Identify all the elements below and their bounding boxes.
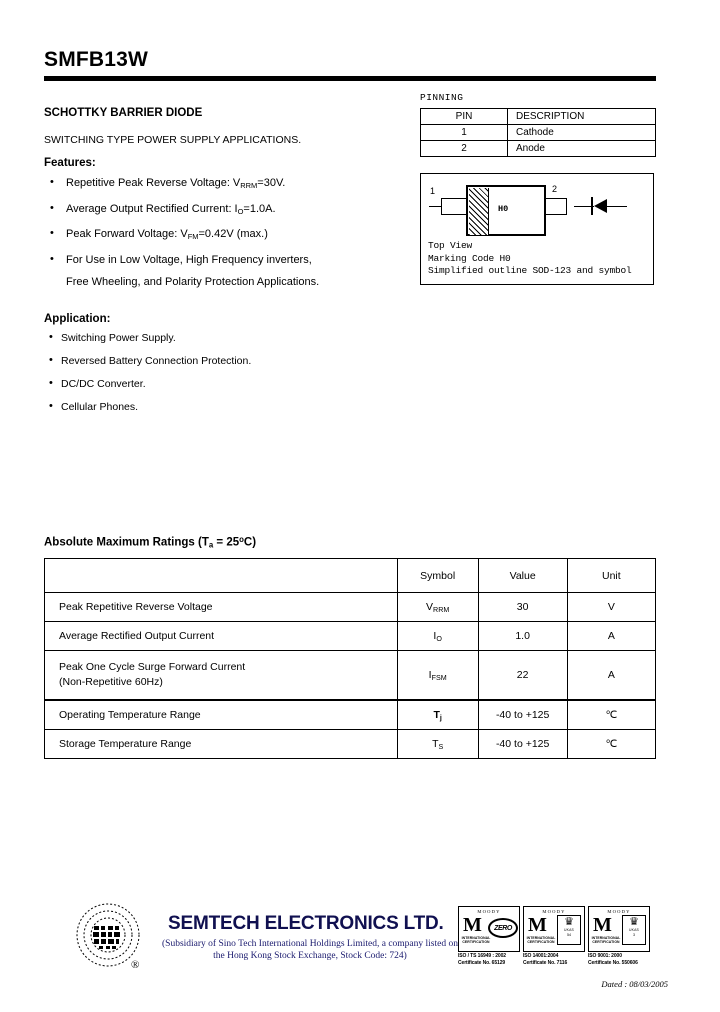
pinning-header-description: DESCRIPTION bbox=[508, 109, 656, 125]
diode-symbol-icon bbox=[594, 199, 607, 213]
table-header-row bbox=[45, 559, 656, 593]
cert-brand-sub: INTERNATIONAL CERTIFICATION bbox=[461, 936, 491, 945]
certification-badge bbox=[458, 906, 520, 966]
table-row bbox=[421, 141, 656, 157]
rating-symbol bbox=[397, 700, 478, 730]
ukas-number: 3 bbox=[633, 933, 635, 937]
feature-item bbox=[48, 176, 408, 193]
rating-unit: A bbox=[567, 622, 655, 651]
feature-subscript: O bbox=[237, 206, 244, 216]
company-name: SEMTECH ELECTRONICS LTD. bbox=[168, 913, 444, 934]
table-header-row bbox=[421, 109, 656, 125]
list-item bbox=[48, 332, 388, 345]
rating-value: -40 to +125 bbox=[478, 700, 567, 730]
ratings-title-prefix: Absolute Maximum Ratings (T bbox=[44, 536, 209, 549]
feature-text: Repetitive Peak Reverse Voltage: V bbox=[66, 177, 241, 189]
table-row bbox=[45, 700, 656, 730]
header-divider bbox=[44, 76, 656, 81]
ratings-title-temp: = 25 bbox=[213, 536, 240, 549]
certification-badge bbox=[523, 906, 585, 966]
table-row bbox=[45, 593, 656, 622]
table-row bbox=[421, 125, 656, 141]
application-text: Switching Power Supply. bbox=[61, 332, 176, 344]
ukas-crown-icon bbox=[622, 915, 646, 945]
table-row bbox=[45, 651, 656, 701]
rating-unit: V bbox=[567, 593, 655, 622]
list-item bbox=[48, 378, 388, 391]
feature-subscript: RRM bbox=[240, 181, 258, 191]
product-subtitle: SWITCHING TYPE POWER SUPPLY APPLICATIONS. bbox=[44, 134, 302, 146]
rating-parameter: Peak Repetitive Reverse Voltage bbox=[45, 593, 398, 622]
feature-suffix: =30V. bbox=[257, 177, 286, 189]
cathode-band-icon bbox=[469, 188, 489, 235]
application-heading: Application: bbox=[44, 313, 111, 325]
diode-symbol-cathode-bar bbox=[591, 197, 593, 215]
cert-caption-line1: ISO / TS 16949 : 2002 bbox=[458, 953, 506, 959]
bullet-icon: • bbox=[49, 377, 53, 389]
bullet-icon: • bbox=[49, 331, 53, 343]
package-lead-left bbox=[441, 198, 467, 215]
bullet-icon: • bbox=[50, 176, 54, 188]
ukas-label: UKAS bbox=[628, 928, 640, 932]
symbol-sub: O bbox=[436, 634, 442, 643]
application-text: DC/DC Converter. bbox=[61, 378, 146, 390]
features-list bbox=[48, 176, 408, 297]
cert-letter-icon: M bbox=[528, 914, 547, 936]
ukas-label: UKAS bbox=[563, 928, 575, 932]
ratings-header-parameter bbox=[45, 559, 398, 593]
feature-text: For Use in Low Voltage, High Frequency inverters, bbox=[66, 253, 312, 266]
rating-symbol bbox=[397, 622, 478, 651]
rating-parameter: Storage Temperature Range bbox=[45, 730, 398, 759]
rating-unit: ℃ bbox=[567, 700, 655, 730]
symbol-sub: RRM bbox=[433, 605, 450, 614]
certification-badge bbox=[588, 906, 650, 966]
table-row bbox=[45, 730, 656, 759]
rating-symbol bbox=[397, 593, 478, 622]
feature-subscript: FM bbox=[187, 232, 199, 242]
rating-value: 1.0 bbox=[478, 622, 567, 651]
symbol-sub: FSM bbox=[431, 673, 447, 682]
package-marking-code: H0 bbox=[498, 204, 509, 214]
rating-parameter-line1: Peak One Cycle Surge Forward Current bbox=[59, 661, 246, 673]
certification-logos bbox=[458, 906, 650, 966]
application-list bbox=[48, 332, 388, 424]
rating-unit: A bbox=[567, 651, 655, 701]
list-item bbox=[48, 401, 388, 414]
rating-symbol bbox=[397, 730, 478, 759]
product-heading: SCHOTTKY BARRIER DIODE bbox=[44, 107, 203, 119]
feature-text: Average Output Rectified Current: I bbox=[66, 202, 238, 215]
degree-icon: o bbox=[239, 535, 244, 544]
ukas-number: 54 bbox=[567, 933, 571, 937]
feature-suffix: =1.0A. bbox=[243, 202, 276, 215]
feature-item bbox=[48, 227, 408, 244]
package-pin1-label: 1 bbox=[430, 186, 436, 196]
ratings-header-symbol: Symbol bbox=[397, 559, 478, 593]
pin-description: Cathode bbox=[508, 125, 656, 141]
symbol-main: V bbox=[426, 600, 434, 613]
pinning-label: PINNING bbox=[420, 92, 464, 103]
pin-number: 2 bbox=[421, 141, 508, 157]
rating-value: 30 bbox=[478, 593, 567, 622]
ratings-header-value: Value bbox=[478, 559, 567, 593]
cert-brand: MOODY bbox=[477, 909, 501, 914]
certification-mark-icon bbox=[588, 906, 650, 952]
package-caption-line1: Top View bbox=[428, 240, 473, 251]
feature-text: Peak Forward Voltage: V bbox=[66, 228, 188, 241]
cert-caption-line2: Certificate No. 65129 bbox=[458, 960, 506, 966]
package-lead-right bbox=[545, 198, 567, 215]
pinning-header-pin: PIN bbox=[421, 109, 508, 125]
package-caption-line3: Simplified outline SOD-123 and symbol bbox=[428, 265, 632, 276]
pin-description: Anode bbox=[508, 141, 656, 157]
page-title: SMFB13W bbox=[44, 48, 149, 71]
cert-caption-line2: Certificate No. 7116 bbox=[523, 960, 568, 966]
feature-item bbox=[48, 202, 408, 219]
feature-continuation: Free Wheeling, and Polarity Protection Applications. bbox=[66, 275, 320, 288]
cert-caption-line1: ISO 9001: 2000 bbox=[588, 953, 622, 959]
rating-parameter-line2: (Non-Repetitive 60Hz) bbox=[59, 676, 163, 688]
rating-parameter: Operating Temperature Range bbox=[45, 700, 398, 730]
features-heading: Features: bbox=[44, 157, 96, 169]
application-text: Reversed Battery Connection Protection. bbox=[61, 355, 252, 367]
certification-mark-icon bbox=[523, 906, 585, 952]
pin-number: 1 bbox=[421, 125, 508, 141]
package-body bbox=[466, 185, 546, 236]
subsidiary-line1: (Subsidiary of Sino Tech International Holdings Limited, a company bbox=[162, 939, 424, 949]
feature-item bbox=[48, 253, 408, 289]
pinning-table bbox=[420, 108, 656, 157]
symbol-sub: S bbox=[438, 742, 444, 751]
rating-value: 22 bbox=[478, 651, 567, 701]
cert-brand: MOODY bbox=[607, 909, 631, 914]
rating-parameter: Average Rectified Output Current bbox=[45, 622, 398, 651]
ratings-title-end: C) bbox=[243, 536, 257, 549]
crown-icon: ♛ bbox=[629, 916, 639, 928]
symbol-main: T bbox=[433, 708, 440, 721]
package-caption bbox=[428, 240, 632, 278]
cert-brand-sub: INTERNATIONAL CERTIFICATION bbox=[526, 936, 556, 945]
package-caption-line2: Marking Code H0 bbox=[428, 252, 511, 264]
rating-unit: ℃ bbox=[567, 730, 655, 759]
rating-parameter bbox=[45, 651, 398, 701]
ratings-title bbox=[44, 535, 256, 550]
table-row bbox=[45, 622, 656, 651]
bullet-icon: • bbox=[50, 227, 54, 240]
cert-caption-line2: Certificate No. 550606 bbox=[588, 960, 638, 966]
cert-letter-icon: M bbox=[463, 914, 482, 936]
bullet-icon: • bbox=[50, 252, 54, 265]
symbol-main: T bbox=[432, 737, 439, 750]
ratings-title-sub: a bbox=[208, 540, 214, 550]
ukas-crown-icon bbox=[557, 915, 581, 945]
diode-symbol-wire-right bbox=[607, 206, 627, 208]
list-item bbox=[48, 355, 388, 368]
crown-icon: ♛ bbox=[564, 916, 574, 928]
subsidiary-line2: listed on the Hong Kong Stock Exchange, Stock Code: 724) bbox=[213, 939, 458, 961]
ratings-header-unit: Unit bbox=[567, 559, 655, 593]
rating-symbol bbox=[397, 651, 478, 701]
symbol-main: I bbox=[433, 629, 437, 642]
svg-text:®: ® bbox=[131, 959, 140, 971]
package-pin2-label: 2 bbox=[552, 184, 558, 194]
semtech-logo-icon bbox=[74, 902, 146, 974]
cert-zero-badge-icon: ZERO bbox=[488, 918, 518, 938]
cert-brand: MOODY bbox=[542, 909, 566, 914]
rating-value: -40 to +125 bbox=[478, 730, 567, 759]
document-date: Dated : 08/03/2005 bbox=[601, 979, 668, 989]
cert-brand-sub: INTERNATIONAL CERTIFICATION bbox=[591, 936, 621, 945]
cert-caption-line1: ISO 14001:2004 bbox=[523, 953, 559, 959]
cert-letter-icon: M bbox=[593, 914, 612, 936]
symbol-sub: j bbox=[439, 713, 442, 722]
package-outline-diagram bbox=[420, 173, 654, 285]
bullet-icon: • bbox=[50, 201, 54, 214]
certification-mark-icon bbox=[458, 906, 520, 952]
feature-suffix: =0.42V (max.) bbox=[198, 228, 268, 241]
application-text: Cellular Phones. bbox=[61, 401, 139, 413]
symbol-main: I bbox=[428, 668, 432, 681]
bullet-icon: • bbox=[49, 400, 53, 412]
company-subsidiary bbox=[160, 938, 460, 962]
ratings-table bbox=[44, 558, 656, 759]
bullet-icon: • bbox=[49, 354, 53, 366]
